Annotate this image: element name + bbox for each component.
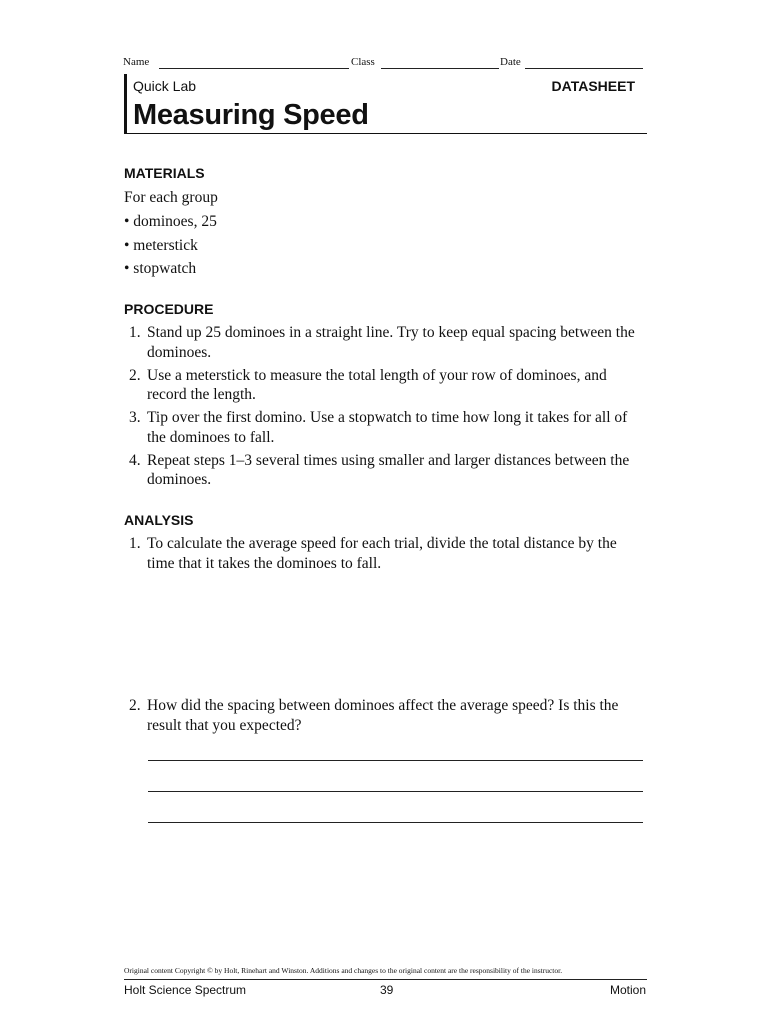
step-text: Repeat steps 1–3 several times using smaller and larger distances between the dominoes. xyxy=(147,451,630,488)
name-class-date-line xyxy=(123,56,643,70)
answer-space-1[interactable] xyxy=(148,580,643,690)
materials-list xyxy=(124,186,218,281)
answer-line[interactable] xyxy=(148,760,643,761)
step-number: 3. xyxy=(129,409,141,426)
materials-intro: For each group xyxy=(124,189,218,206)
lab-type-label: Quick Lab xyxy=(133,78,197,94)
footer-rule xyxy=(124,979,647,980)
footer-book-title: Holt Science Spectrum xyxy=(124,983,247,997)
materials-item: • meterstick xyxy=(124,236,198,254)
page-title: Measuring Speed xyxy=(133,99,369,131)
analysis-question-1 xyxy=(129,534,629,573)
procedure-step xyxy=(129,451,649,490)
name-label: Name xyxy=(123,56,150,68)
header-rule xyxy=(124,133,647,134)
analysis-question-2 xyxy=(129,696,629,735)
step-number: 1. xyxy=(129,324,141,341)
analysis-heading: ANALYSIS xyxy=(124,512,194,528)
materials-item: • dominoes, 25 xyxy=(124,212,217,230)
analysis-question xyxy=(129,534,629,573)
procedure-heading: PROCEDURE xyxy=(124,301,214,317)
header-accent-bar xyxy=(124,74,127,134)
answer-line[interactable] xyxy=(148,822,643,823)
step-number: 4. xyxy=(129,451,141,469)
question-number: 2. xyxy=(129,697,141,714)
question-text: To calculate the average speed for each trial, divide the total distance by the time that it takes the dominoes to fall. xyxy=(147,535,617,572)
datasheet-label: DATASHEET xyxy=(551,78,635,94)
date-field[interactable] xyxy=(525,68,643,69)
materials-item: • stopwatch xyxy=(124,260,197,278)
procedure-steps xyxy=(129,323,649,493)
answer-line[interactable] xyxy=(148,791,643,792)
step-text: Use a meterstick to measure the total length of your row of dominoes, and record the length. xyxy=(147,366,607,403)
class-field[interactable] xyxy=(381,68,499,69)
question-text: How did the spacing between dominoes affect the average speed? Is this the result that you expected? xyxy=(147,697,619,734)
analysis-question xyxy=(129,696,629,735)
class-label: Class xyxy=(351,56,375,68)
procedure-step xyxy=(129,323,649,362)
procedure-step xyxy=(129,408,649,447)
step-text: Tip over the first domino. Use a stopwatch to time how long it takes for all of the dominoes to fall. xyxy=(147,409,628,446)
question-number: 1. xyxy=(129,535,141,552)
page-number: 39 xyxy=(380,983,394,997)
date-label: Date xyxy=(500,56,521,68)
step-number: 2. xyxy=(129,366,141,384)
procedure-step xyxy=(129,366,649,405)
footer-chapter: Motion xyxy=(609,983,646,997)
materials-heading: MATERIALS xyxy=(124,165,205,181)
copyright-notice: Original content Copyright © by Holt, Rinehart and Winston. Additions and changes to the original content are the responsibility of the instructor. xyxy=(124,966,563,975)
name-field[interactable] xyxy=(159,68,349,69)
step-text: Stand up 25 dominoes in a straight line. Try to keep equal spacing between the dominoes. xyxy=(147,324,635,361)
